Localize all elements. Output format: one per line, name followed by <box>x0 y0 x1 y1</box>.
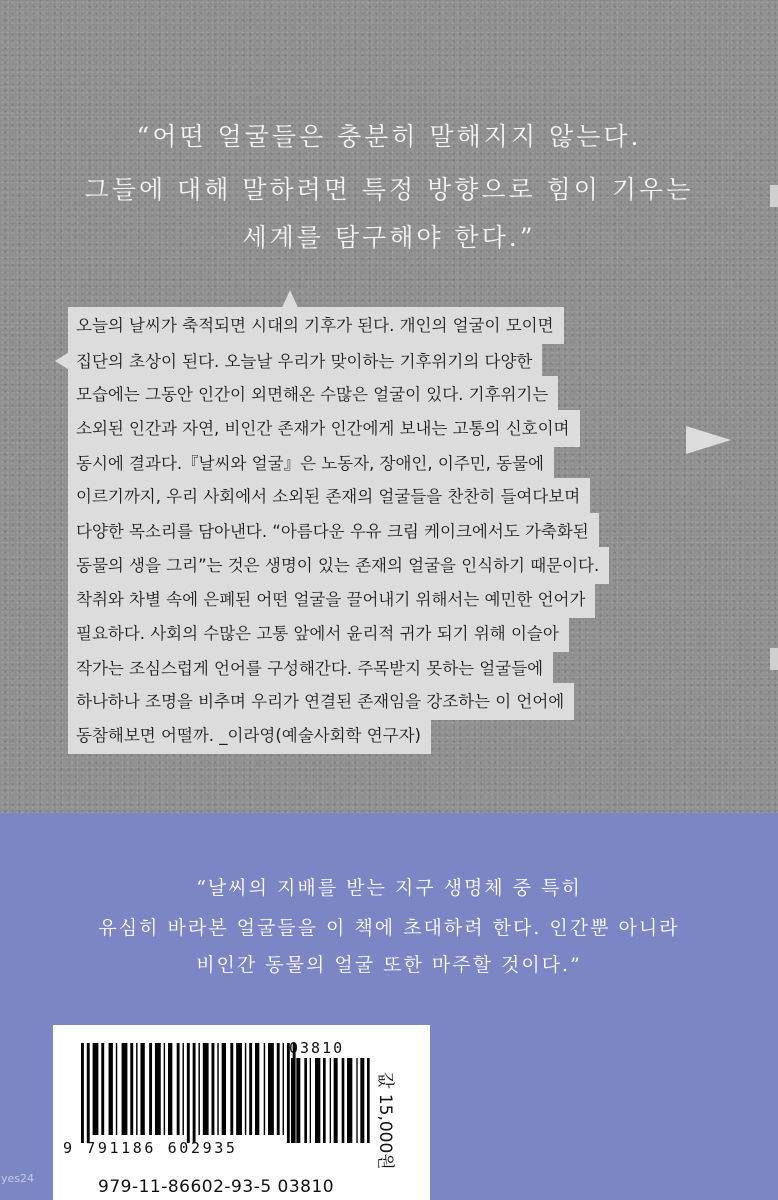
review-line: 집단의 초상이 된다. 오늘날 우리가 맞이하는 기후위기의 다양한 <box>68 343 542 380</box>
review-line: 작가는 조심스럽게 언어를 구성해간다. 주목받지 못하는 얼굴들에 <box>68 650 553 687</box>
review-line: 동시에 결과다.『날씨와 얼굴』은 노동자, 장애인, 이주민, 동물에 <box>68 445 554 482</box>
review-line: 모습에는 그동안 인간이 외면해온 수많은 얼굴이 있다. 기후위기는 <box>68 376 558 413</box>
review-line: 착취와 차별 속에 은폐된 어떤 얼굴을 끌어내기 위해서는 예민한 언어가 <box>68 581 595 618</box>
review-line: 소외된 인간과 자연, 비인간 존재가 인간에게 보내는 고통의 신호이며 <box>68 410 580 447</box>
review-line: 하나하나 조명을 비추며 우리가 연결된 존재임을 강조하는 이 언어에 <box>68 683 574 720</box>
edge-mark <box>770 648 778 670</box>
barcode-addon-digits: 03810 <box>289 1039 345 1057</box>
isbn-number: 979-11-86602-93-5 03810 <box>98 1177 335 1197</box>
review-line: 동물의 생을 그리”는 것은 생명이 있는 존재의 얼굴을 인식하기 때문이다. <box>68 547 609 584</box>
review-line: 다양한 목소리를 담아낸다. “아름다운 우유 크림 케이크에서도 가축화된 <box>68 513 599 550</box>
barcode-addon-icon <box>291 1058 371 1143</box>
top-quote-line-1: “어떤 얼굴들은 충분히 말해지지 않는다. <box>136 122 642 151</box>
review-line: 이르기까지, 우리 사회에서 소외된 존재의 얼굴들을 찬찬히 들여다보며 <box>68 478 590 515</box>
edge-mark <box>770 185 778 207</box>
bottom-quote-line-1: “날씨의 지배를 받는 지구 생명체 중 특히 <box>196 877 582 899</box>
top-quote-line-2: 그들에 대해 말하려면 특정 방향으로 힘이 기우는 <box>84 175 694 204</box>
bottom-quote-line-2: 유심히 바라본 얼굴들을 이 책에 초대하려 한다. 인간뿐 아니라 <box>98 917 680 939</box>
speech-spike <box>686 426 731 454</box>
watermark: yes24 <box>1 1172 35 1185</box>
review-line: 오늘의 날씨가 축적되면 시대의 기후가 된다. 개인의 얼굴이 모이면 <box>68 307 564 344</box>
review-line: 동참해보면 어떨까. _이라영(예술사회학 연구자) <box>68 717 431 754</box>
top-quote-line-3: 세계를 탐구해야 한다.” <box>242 223 536 252</box>
bottom-quote-line-3: 비인간 동물의 얼굴 또한 마주할 것이다.” <box>196 954 582 976</box>
barcode-panel <box>53 1025 430 1200</box>
barcode-digits: 9 791186 602935 <box>63 1139 238 1157</box>
review-line: 필요하다. 사회의 수많은 고통 앞에서 윤리적 귀가 되기 위해 이슬아 <box>68 615 569 652</box>
price-label: 값 15,000원 <box>375 1072 395 1170</box>
